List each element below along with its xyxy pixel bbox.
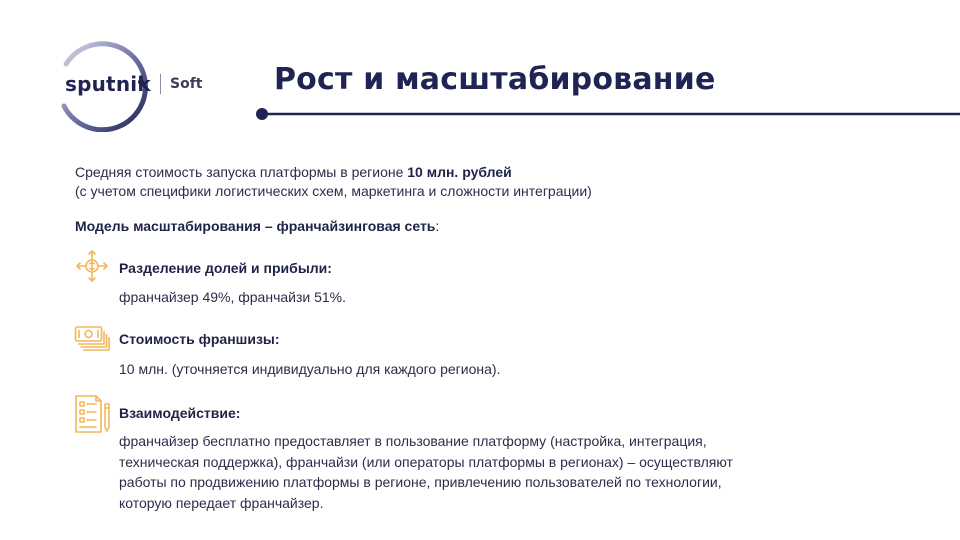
intro-cost-value: 10 млн. рублей (407, 164, 512, 180)
interaction-body (119, 431, 733, 513)
document-pencil-icon (74, 394, 112, 434)
intro-line-1 (75, 163, 592, 182)
banknotes-icon (74, 325, 110, 353)
interaction-line: техническая поддержка), франчайзи (или операторы платформы в регионах) – осуществляют (119, 453, 733, 470)
page-title: Рост и масштабирование (274, 62, 716, 97)
logo-subtitle: Soft (170, 76, 203, 92)
intro-line-2: (с учетом специфики логистических схем, маркетинга и сложности интеграции) (75, 183, 592, 199)
interaction-line: работы по продвижению платформы в регионе, привлечению пользователей по технологии, (119, 474, 722, 490)
company-logo (46, 40, 216, 132)
intro-cost-text: Средняя стоимость запуска платформы в регионе (75, 164, 408, 180)
interaction-heading: Взаимодействие: (119, 405, 241, 421)
scaling-model-colon: : (435, 218, 440, 234)
franchise-cost-body: 10 млн. (уточняется индивидуально для каждого региона). (119, 361, 501, 377)
logo-wordmark: sputnik (65, 72, 151, 96)
interaction-line: франчайзер бесплатно предоставляет в пользование платформу (настройка, интеграция, (119, 433, 707, 449)
franchise-cost-heading: Стоимость франшизы: (119, 331, 280, 347)
title-underline (254, 107, 960, 121)
share-split-heading: Разделение долей и прибыли: (119, 260, 332, 276)
share-split-body: франчайзер 49%, франчайзи 51%. (119, 289, 347, 305)
interaction-line: которую передает франчайзер. (119, 494, 324, 511)
share-split-icon (74, 248, 110, 284)
scaling-model-heading (75, 218, 439, 234)
scaling-model-label: Модель масштабирования – франчайзинговая сеть (75, 218, 436, 234)
logo-separator (160, 74, 161, 94)
intro-text (75, 163, 592, 201)
